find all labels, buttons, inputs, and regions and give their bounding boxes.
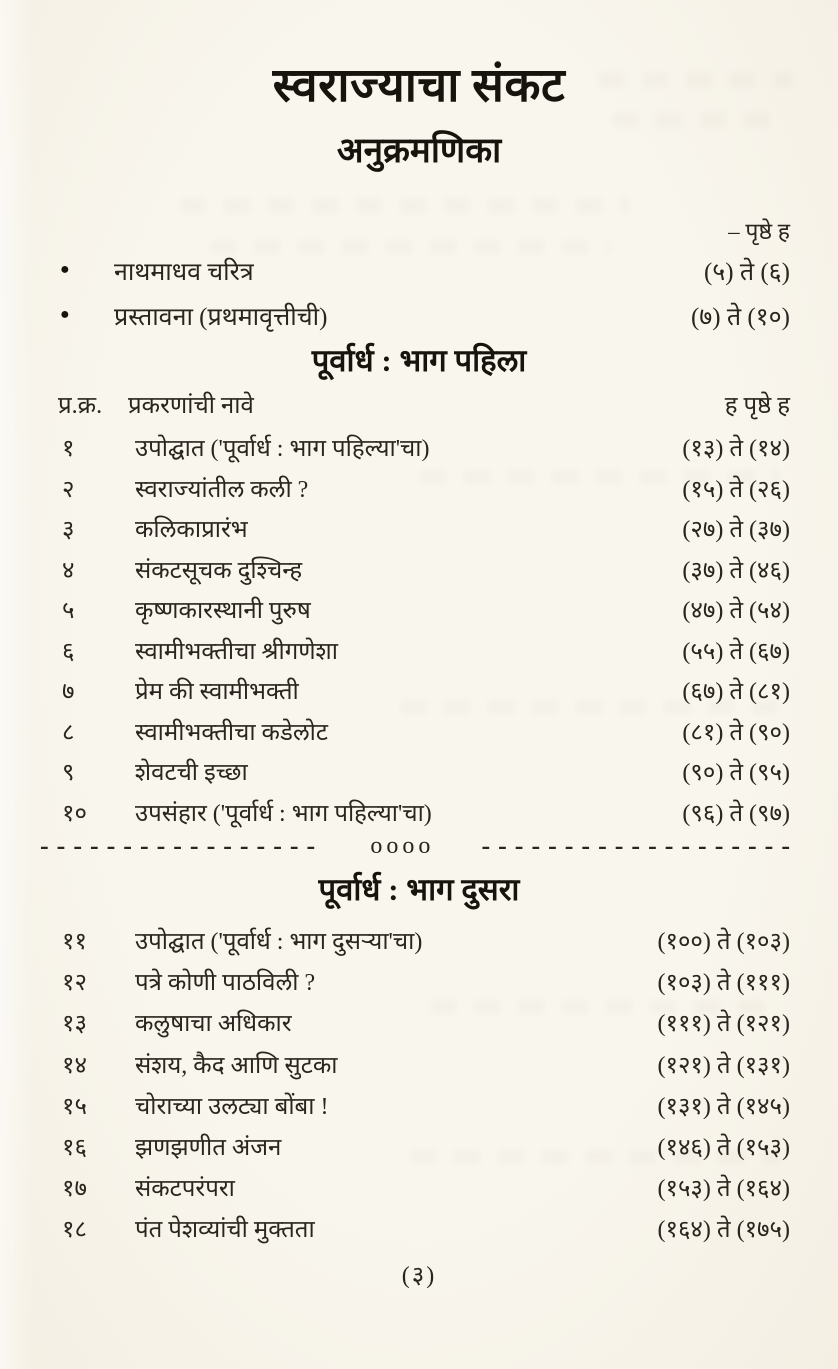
book-title: स्वराज्याचा संकट xyxy=(272,60,566,112)
toc-row xyxy=(0,549,838,590)
row-page-range: (१३) ते (१४) xyxy=(682,436,790,462)
row-number: २ xyxy=(62,476,75,503)
toc-row xyxy=(0,508,838,549)
row-page-range: (१४६) ते (१५३) xyxy=(657,1134,790,1161)
row-number: १ xyxy=(62,436,75,462)
toc-row xyxy=(0,1167,838,1208)
row-number: ६ xyxy=(62,638,75,665)
toc-row xyxy=(0,589,838,630)
row-page-range: (१२१) ते (१३१) xyxy=(657,1052,790,1079)
row-page-range: (१५३) ते (१६४) xyxy=(657,1176,790,1203)
toc-rows-part2 xyxy=(0,920,838,1250)
toc-row xyxy=(0,961,838,1002)
section-heading-part1: पूर्वार्ध : भाग पहिला xyxy=(311,343,527,378)
row-page-range: (९६) ते (९७) xyxy=(682,800,790,827)
row-number: ४ xyxy=(62,557,75,584)
row-chapter-title: उपोद्घात ('पूर्वार्ध : भाग दुसऱ्या'चा) xyxy=(135,929,423,955)
bullet-icon: ● xyxy=(60,261,70,278)
row-page-range: (६७) ते (८१) xyxy=(682,679,790,705)
toc-row xyxy=(0,751,838,792)
row-number: १२ xyxy=(62,970,87,997)
row-page-range: (४७) ते (५४) xyxy=(682,598,790,624)
row-number: १७ xyxy=(62,1176,87,1203)
row-chapter-title: संकटपरंपरा xyxy=(135,1176,235,1203)
row-chapter-title: कलिकाप्रारंभ xyxy=(135,517,248,543)
bullet-icon: ● xyxy=(60,306,70,323)
front-item-pages: (५) ते (६) xyxy=(703,259,790,286)
row-page-range: (८१) ते (९०) xyxy=(682,719,790,746)
row-chapter-title: प्रेम की स्वामीभक्ती xyxy=(135,679,299,705)
toc-row xyxy=(0,792,838,833)
section-divider xyxy=(40,833,798,859)
row-page-range: (३७) ते (४६) xyxy=(682,557,790,584)
row-chapter-title: पत्रे कोणी पाठविली ? xyxy=(135,970,316,997)
toc-row xyxy=(0,670,838,711)
toc-heading: अनुक्रमणिका xyxy=(336,131,502,170)
row-chapter-title: स्वराज्यांतील कली ? xyxy=(135,476,309,503)
divider-dashes-right: ------------------- xyxy=(481,833,798,859)
front-item-title: नाथमाधव चरित्र xyxy=(114,259,254,286)
front-item-pages: (७) ते (१०) xyxy=(690,304,790,331)
toc-row xyxy=(0,1002,838,1043)
row-chapter-title: पंत पेशव्यांची मुक्तता xyxy=(135,1217,315,1244)
show-through-smudge xyxy=(210,240,610,254)
row-number: १६ xyxy=(62,1134,87,1161)
row-chapter-title: स्वामीभक्तीचा श्रीगणेशा xyxy=(135,638,338,665)
row-chapter-title: शेवटची इच्छा xyxy=(135,760,248,786)
row-page-range: (१३१) ते (१४५) xyxy=(657,1093,790,1120)
row-page-range: (५५) ते (६७) xyxy=(682,638,790,665)
row-number: ७ xyxy=(62,679,75,705)
toc-row xyxy=(0,1126,838,1167)
row-chapter-title: उपसंहार ('पूर्वार्ध : भाग पहिल्या'चा) xyxy=(135,800,432,827)
toc-rows-part1 xyxy=(0,427,838,832)
front-matter-list xyxy=(0,254,838,344)
toc-row xyxy=(0,468,838,509)
row-page-range: (१६४) ते (१७५) xyxy=(657,1217,790,1244)
toc-row xyxy=(0,920,838,961)
row-number: १५ xyxy=(62,1093,87,1120)
row-number: ११ xyxy=(62,929,87,955)
divider-center-ornament: oooo xyxy=(370,833,435,859)
row-page-range: (९०) ते (९५) xyxy=(682,760,790,786)
row-number: १८ xyxy=(62,1217,87,1244)
pages-header-label: – पृष्ठे ह xyxy=(728,219,790,244)
column-serial-label: प्र.क्र. xyxy=(58,393,103,419)
row-chapter-title: कृष्णकारस्थानी पुरुष xyxy=(135,598,311,624)
toc-row xyxy=(0,427,838,468)
row-page-range: (१५) ते (२६) xyxy=(682,476,790,503)
row-chapter-title: संशय, कैद आणि सुटका xyxy=(135,1052,338,1079)
row-number: १४ xyxy=(62,1052,87,1079)
column-pages-label: ह पृष्ठे ह xyxy=(724,393,790,419)
show-through-smudge xyxy=(180,198,630,213)
row-chapter-title: कलुषाचा अधिकार xyxy=(135,1011,292,1038)
row-number: ८ xyxy=(62,719,75,746)
row-chapter-title: चोराच्या उलट्या बोंबा ! xyxy=(135,1093,329,1120)
row-page-range: (१०३) ते (१११) xyxy=(657,970,790,997)
row-page-range: (१११) ते (१२१) xyxy=(657,1011,790,1038)
row-number: १० xyxy=(62,800,87,827)
row-chapter-title: संकटसूचक दुश्चिन्ह xyxy=(135,557,303,584)
row-number: ९ xyxy=(62,760,75,786)
divider-dashes-left: ----------------- xyxy=(40,833,324,859)
toc-row xyxy=(0,1085,838,1126)
row-page-range: (२७) ते (३७) xyxy=(682,517,790,543)
front-item-title: प्रस्तावना (प्रथमावृत्तीची) xyxy=(114,304,328,331)
row-number: १३ xyxy=(62,1011,87,1038)
row-chapter-title: स्वामीभक्तीचा कडेलोट xyxy=(135,719,328,746)
toc-row xyxy=(0,1044,838,1085)
row-chapter-title: झणझणीत अंजन xyxy=(135,1134,282,1161)
row-page-range: (१००) ते (१०३) xyxy=(657,929,790,955)
row-number: ५ xyxy=(62,598,75,624)
toc-row xyxy=(0,711,838,752)
column-name-label: प्रकरणांची नावे xyxy=(128,393,254,419)
row-number: ३ xyxy=(62,517,75,543)
section-heading-part2: पूर्वार्ध : भाग दुसरा xyxy=(318,872,520,907)
front-matter-item xyxy=(0,254,838,299)
toc-row xyxy=(0,630,838,671)
row-chapter-title: उपोद्घात ('पूर्वार्ध : भाग पहिल्या'चा) xyxy=(135,436,430,462)
toc-row xyxy=(0,1208,838,1249)
front-matter-item xyxy=(0,299,838,344)
page-number: (३) xyxy=(401,1263,437,1289)
